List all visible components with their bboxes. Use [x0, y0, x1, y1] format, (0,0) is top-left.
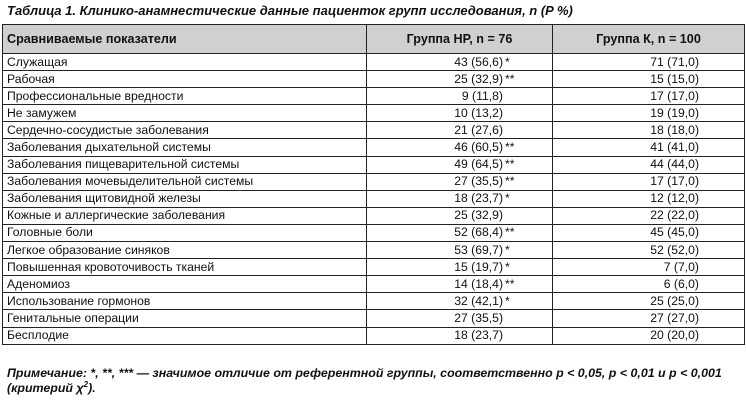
group-hp-cell: [367, 293, 553, 310]
group-k-cell: [553, 276, 745, 293]
group-k-cell: [553, 173, 745, 190]
group-hp-cell: [367, 242, 553, 259]
group-hp-cell: [367, 156, 553, 173]
group-k-cell: [553, 310, 745, 327]
clinical-data-table: [2, 24, 745, 345]
group-k-value: 41 (41,0): [650, 140, 699, 155]
group-hp-value: 25 (32,9): [454, 71, 503, 86]
indicator-cell: Заболевания пищеварительной системы: [3, 156, 367, 173]
group-k-cell: [553, 122, 745, 139]
group-k-value: 6 (6,0): [663, 276, 699, 291]
group-hp-cell: [367, 139, 553, 156]
table-row: [3, 242, 745, 259]
indicator-cell: Повышенная кровоточивость тканей: [3, 259, 367, 276]
table-row: [3, 190, 745, 207]
group-k-value: 17 (17,0): [650, 174, 699, 189]
group-hp-cell: [367, 327, 553, 344]
group-k-cell: [553, 71, 745, 88]
table-row: [3, 327, 745, 344]
group-k-cell: [553, 224, 745, 241]
table-row: [3, 224, 745, 241]
significance-marker: **: [505, 225, 515, 240]
group-hp-value: 18 (23,7): [454, 328, 503, 343]
group-hp-cell: [367, 88, 553, 105]
footnote-text: Примечание: *, **, *** — значимое отличие от референтной группы, соответственно p < 0,05, p < 0,01 и p < 0,001 (критерий χ: [7, 366, 722, 395]
significance-marker: **: [505, 71, 515, 86]
group-hp-value: 53 (69,7): [454, 242, 503, 257]
group-hp-value: 10 (13,2): [454, 105, 503, 120]
group-hp-cell: [367, 54, 553, 71]
group-k-cell: [553, 88, 745, 105]
significance-marker: **: [505, 174, 515, 189]
group-hp-value: 43 (56,6): [454, 54, 503, 69]
table-row: [3, 139, 745, 156]
group-k-value: 7 (7,0): [663, 259, 699, 274]
group-hp-value: 18 (23,7): [454, 191, 503, 206]
table-row: [3, 207, 745, 224]
table-body: [3, 54, 745, 345]
group-k-value: 19 (19,0): [650, 105, 699, 120]
significance-marker: **: [505, 157, 515, 172]
significance-marker: *: [505, 191, 510, 206]
group-hp-value: 15 (19,7): [454, 259, 503, 274]
group-k-value: 44 (44,0): [650, 157, 699, 172]
header-group-hp: Группа НР, n = 76: [367, 25, 553, 54]
table-row: [3, 122, 745, 139]
indicator-cell: Заболевания дыхательной системы: [3, 139, 367, 156]
group-k-value: 25 (25,0): [650, 293, 699, 308]
indicator-cell: Служащая: [3, 54, 367, 71]
indicator-cell: Аденомиоз: [3, 276, 367, 293]
table-row: [3, 88, 745, 105]
indicator-cell: Использование гормонов: [3, 293, 367, 310]
group-hp-cell: [367, 310, 553, 327]
table-footnote: [7, 366, 737, 396]
group-k-value: 22 (22,0): [650, 208, 699, 223]
group-k-cell: [553, 139, 745, 156]
significance-marker: *: [505, 259, 510, 274]
significance-marker: *: [505, 242, 510, 257]
header-group-k: Группа К, n = 100: [553, 25, 745, 54]
indicator-cell: Рабочая: [3, 71, 367, 88]
group-k-value: 18 (18,0): [650, 122, 699, 137]
significance-marker: **: [505, 140, 515, 155]
group-k-cell: [553, 293, 745, 310]
indicator-cell: Заболевания мочевыделительной системы: [3, 173, 367, 190]
footnote-tail: ).: [88, 381, 96, 395]
significance-marker: **: [505, 276, 515, 291]
group-hp-value: 52 (68,4): [454, 225, 503, 240]
group-hp-cell: [367, 173, 553, 190]
group-k-cell: [553, 327, 745, 344]
group-hp-cell: [367, 105, 553, 122]
group-k-value: 17 (17,0): [650, 88, 699, 103]
group-hp-cell: [367, 224, 553, 241]
significance-marker: *: [505, 293, 510, 308]
group-hp-cell: [367, 207, 553, 224]
table-row: [3, 54, 745, 71]
group-hp-value: 14 (18,4): [454, 276, 503, 291]
indicator-cell: Профессиональные вредности: [3, 88, 367, 105]
group-k-value: 12 (12,0): [650, 191, 699, 206]
group-hp-value: 21 (27,6): [454, 122, 503, 137]
group-hp-value: 46 (60,5): [454, 140, 503, 155]
group-k-value: 15 (15,0): [650, 71, 699, 86]
table-row: [3, 71, 745, 88]
indicator-cell: Не замужем: [3, 105, 367, 122]
indicator-cell: Кожные и аллергические заболевания: [3, 207, 367, 224]
group-hp-value: 27 (35,5): [454, 174, 503, 189]
group-hp-value: 27 (35,5): [454, 310, 503, 325]
group-k-value: 71 (71,0): [650, 54, 699, 69]
group-k-value: 27 (27,0): [650, 310, 699, 325]
table-row: [3, 259, 745, 276]
group-k-value: 20 (20,0): [650, 328, 699, 343]
indicator-cell: Головные боли: [3, 224, 367, 241]
group-hp-cell: [367, 190, 553, 207]
indicator-cell: Генитальные операции: [3, 310, 367, 327]
table-row: [3, 105, 745, 122]
table-row: [3, 310, 745, 327]
group-k-value: 52 (52,0): [650, 242, 699, 257]
group-hp-value: 49 (64,5): [454, 157, 503, 172]
group-hp-value: 25 (32,9): [454, 208, 503, 223]
indicator-cell: Сердечно-сосудистые заболевания: [3, 122, 367, 139]
group-hp-cell: [367, 276, 553, 293]
significance-marker: *: [505, 54, 510, 69]
table-caption: Таблица 1. Клинико-анамнестические данные пациенток групп исследования, n (P %): [7, 3, 573, 18]
indicator-cell: Легкое образование синяков: [3, 242, 367, 259]
table-header-row: [3, 25, 745, 54]
group-hp-cell: [367, 259, 553, 276]
indicator-cell: Заболевания щитовидной железы: [3, 190, 367, 207]
group-k-value: 45 (45,0): [650, 225, 699, 240]
group-hp-value: 9 (11,8): [461, 88, 503, 103]
header-indicators: Сравниваемые показатели: [3, 25, 367, 54]
table-row: [3, 156, 745, 173]
table-row: [3, 293, 745, 310]
group-k-cell: [553, 190, 745, 207]
group-k-cell: [553, 242, 745, 259]
group-hp-cell: [367, 71, 553, 88]
group-k-cell: [553, 207, 745, 224]
table-row: [3, 173, 745, 190]
group-k-cell: [553, 259, 745, 276]
group-k-cell: [553, 54, 745, 71]
group-hp-value: 32 (42,1): [454, 293, 503, 308]
table-row: [3, 276, 745, 293]
group-k-cell: [553, 105, 745, 122]
footnote-superscript: 2: [83, 379, 89, 389]
indicator-cell: Бесплодие: [3, 327, 367, 344]
group-hp-cell: [367, 122, 553, 139]
group-k-cell: [553, 156, 745, 173]
